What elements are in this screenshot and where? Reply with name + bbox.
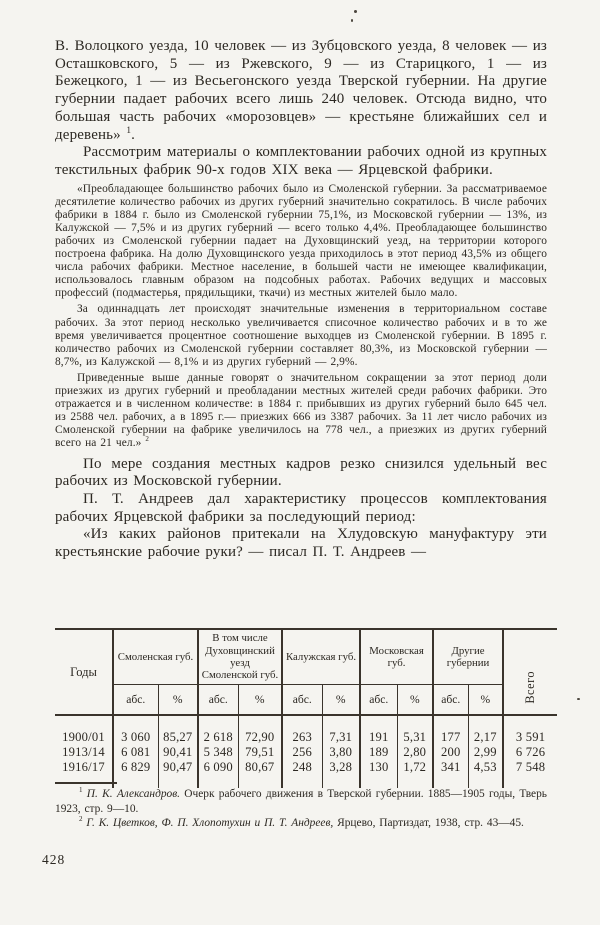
footnotes xyxy=(55,782,547,831)
column-header-years: Годы xyxy=(55,629,113,715)
subheader-pct: % xyxy=(322,685,360,716)
year-cell: 1913/14 xyxy=(62,745,105,759)
statistics-table-wrap xyxy=(55,628,557,788)
value-cell: 263 xyxy=(282,715,322,745)
value-cell: 90,47 xyxy=(158,760,198,788)
subheader-abs: абс. xyxy=(113,685,158,716)
table-subheader-row xyxy=(55,685,557,716)
value-cell: 130 xyxy=(360,760,397,788)
footnote-2 xyxy=(55,816,547,831)
subheader-pct: % xyxy=(397,685,433,716)
scan-speckle xyxy=(351,19,353,22)
table-row xyxy=(55,745,557,760)
value-cell: 341 xyxy=(433,760,468,788)
column-header-total xyxy=(503,629,557,715)
year-cell: 1900/01 xyxy=(62,730,105,744)
value-cell: 5 348 xyxy=(198,745,238,760)
footnote-marker: 1 xyxy=(79,786,83,795)
value-cell: 79,51 xyxy=(238,745,282,760)
value-cell: 6 726 xyxy=(503,745,557,760)
column-group-smolensk: Смоленская губ. xyxy=(113,629,198,685)
subheader-pct: % xyxy=(468,685,503,716)
table-header-row xyxy=(55,629,557,685)
footnote-1 xyxy=(55,787,547,816)
subheader-pct: % xyxy=(158,685,198,716)
workers-origin-table xyxy=(55,628,557,788)
value-cell: 7 548 xyxy=(503,760,557,788)
quote-paragraph-3 xyxy=(55,372,547,451)
value-cell: 6 081 xyxy=(113,745,158,760)
value-cell: 1,72 xyxy=(397,760,433,788)
column-group-moscow: Московская губ. xyxy=(360,629,433,685)
footnote-text: Очерк рабочего движения в Тверской губернии. 1885—1905 годы, Тверь 1923, стр. 9—10. xyxy=(55,788,547,815)
quote-paragraph-1: «Преобладающее большинство рабочих было из Смоленской губернии. За рассматриваемое десятилетие количество рабочих из других губерний значительно сократилось. В числе рабочих фабрики в 1884 г. было из Смоленской губернии 75,1%, из Московской губернии — 13%, из Калужской — 7,5% и из других губерний — всего только 4,4%. Преобладающее большинство рабочих из Смоленской губернии падает на Духовщинский уезд, на территории которого построена фабрика. На долю Духовщинского уезда приходилось в этот период 43,5% из общего числа рабочих фабрики. Местное население, в большей части не имеющее квалификации, использовалось главным образом на подсобных работах. Рабочих ведущих и массовых профессий (подмастерья, прядильщики, ткачи) из местных жителей было мало. xyxy=(55,182,547,300)
paragraph-text: . xyxy=(131,126,136,143)
scan-speckle xyxy=(577,698,580,700)
value-cell: 248 xyxy=(282,760,322,788)
value-cell: 7,31 xyxy=(322,715,360,745)
value-cell: 191 xyxy=(360,715,397,745)
paragraph-text: В. Волоцкого уезда, 10 человек — из Зубцовского уезда, 8 человек — из Осташковского, 5 — из Ржевского, 9 — из Старицкого, 1 — из Бежецкого, 1 — из Весьегонского уезда Тверской губернии. На другие губернии падает рабочих всего лишь 240 человек. Отсюда видно, что большая часть рабочих «морозовцев» — крестьяне ближайших сел и деревень» xyxy=(55,38,547,143)
footnote-separator xyxy=(55,782,117,784)
subheader-abs: абс. xyxy=(433,685,468,716)
quote-paragraph-2: За одиннадцать лет происходят значительные изменения в территориальном составе рабочих. За этот период несколько увеличивается списочное количество рабочих и в то же время увеличивается процентное соотношение выходцев из Смоленской губернии. В 1895 г. количество рабочих из Смоленской губернии составляет 80,3%, из Московской губернии — 8,7%, из Калужской — 8,1% и из других губерний — 2,9%. xyxy=(55,303,547,368)
value-cell: 4,53 xyxy=(468,760,503,788)
total-label-vertical: Всего xyxy=(523,671,538,704)
paragraph-conclusion: По мере создания местных кадров резко снизился удельный вес рабочих из Московской губернии. xyxy=(55,455,547,490)
footnote-author: Г. К. Цветков, Ф. П. Хлопотухин и П. Т. Андреев, xyxy=(86,817,334,830)
paragraph-andreev: П. Т. Андреев дал характеристику процессов комплектования рабочих Ярцевской фабрики за последующий период: xyxy=(55,490,547,525)
paragraph-intro: Рассмотрим материалы о комплектовании рабочих одной из крупных текстильных фабрик 90-х годов XIX века — Ярцевской фабрики. xyxy=(55,144,547,178)
value-cell: 3,80 xyxy=(322,745,360,760)
value-cell: 3 591 xyxy=(503,715,557,745)
table-header xyxy=(55,629,557,715)
value-cell: 90,41 xyxy=(158,745,198,760)
value-cell: 80,67 xyxy=(238,760,282,788)
value-cell: 72,90 xyxy=(238,715,282,745)
value-cell: 3 060 xyxy=(113,715,158,745)
paragraph-text: Приведенные выше данные говорят о значительном сокращении за этот период доли приезжих из других губерний и преобладании местных жителей среди рабочих фабрики. Это отражается и в численном количестве: в 1884 г. прибывших из других губерний было 645 чел. из 2588 чел. рабочих, а в 1895 г.— приезжих 666 из 3387 рабочих. За 11 лет число рабочих из Смоленской губернии на фабрике увеличилось на 778 чел., а приезжих из других губерний всего на 21 чел.» xyxy=(55,371,547,450)
footnote-author: П. К. Александров. xyxy=(86,788,181,800)
footnote-ref-1: 1 xyxy=(126,125,132,136)
subheader-abs: абс. xyxy=(198,685,238,716)
value-cell: 85,27 xyxy=(158,715,198,745)
value-cell: 2,17 xyxy=(468,715,503,745)
value-cell: 2,99 xyxy=(468,745,503,760)
table-body xyxy=(55,715,557,788)
column-group-other: Другие губернии xyxy=(433,629,503,685)
value-cell: 189 xyxy=(360,745,397,760)
value-cell: 6 829 xyxy=(113,760,158,788)
paragraph-quote-open: «Из каких районов притекали на Хлудовскую мануфактуру эти крестьянские рабочие руки? — писал П. Т. Андреев — xyxy=(55,526,547,561)
scan-speckle xyxy=(354,10,357,13)
page-number: 428 xyxy=(42,852,66,867)
value-cell: 177 xyxy=(433,715,468,745)
footnote-marker: 2 xyxy=(79,815,83,824)
column-group-kaluga: Калужская губ. xyxy=(282,629,360,685)
footnote-text: Ярцево, Партиздат, 1938, стр. 43—45. xyxy=(337,817,524,830)
value-cell: 5,31 xyxy=(397,715,433,745)
table-row xyxy=(55,715,557,745)
subheader-pct: % xyxy=(238,685,282,716)
main-text-block xyxy=(55,38,547,626)
year-cell: 1916/17 xyxy=(62,760,105,774)
value-cell: 200 xyxy=(433,745,468,760)
value-cell: 3,28 xyxy=(322,760,360,788)
subheader-abs: абс. xyxy=(360,685,397,716)
value-cell: 256 xyxy=(282,745,322,760)
value-cell: 2,80 xyxy=(397,745,433,760)
value-cell: 2 618 xyxy=(198,715,238,745)
footnote-ref-2: 2 xyxy=(145,435,150,444)
column-group-dukhovshchina: В том числе Духовщинский уезд Смоленской губ. xyxy=(198,629,282,685)
value-cell: 6 090 xyxy=(198,760,238,788)
subheader-abs: абс. xyxy=(282,685,322,716)
paragraph-continuation xyxy=(55,38,547,144)
